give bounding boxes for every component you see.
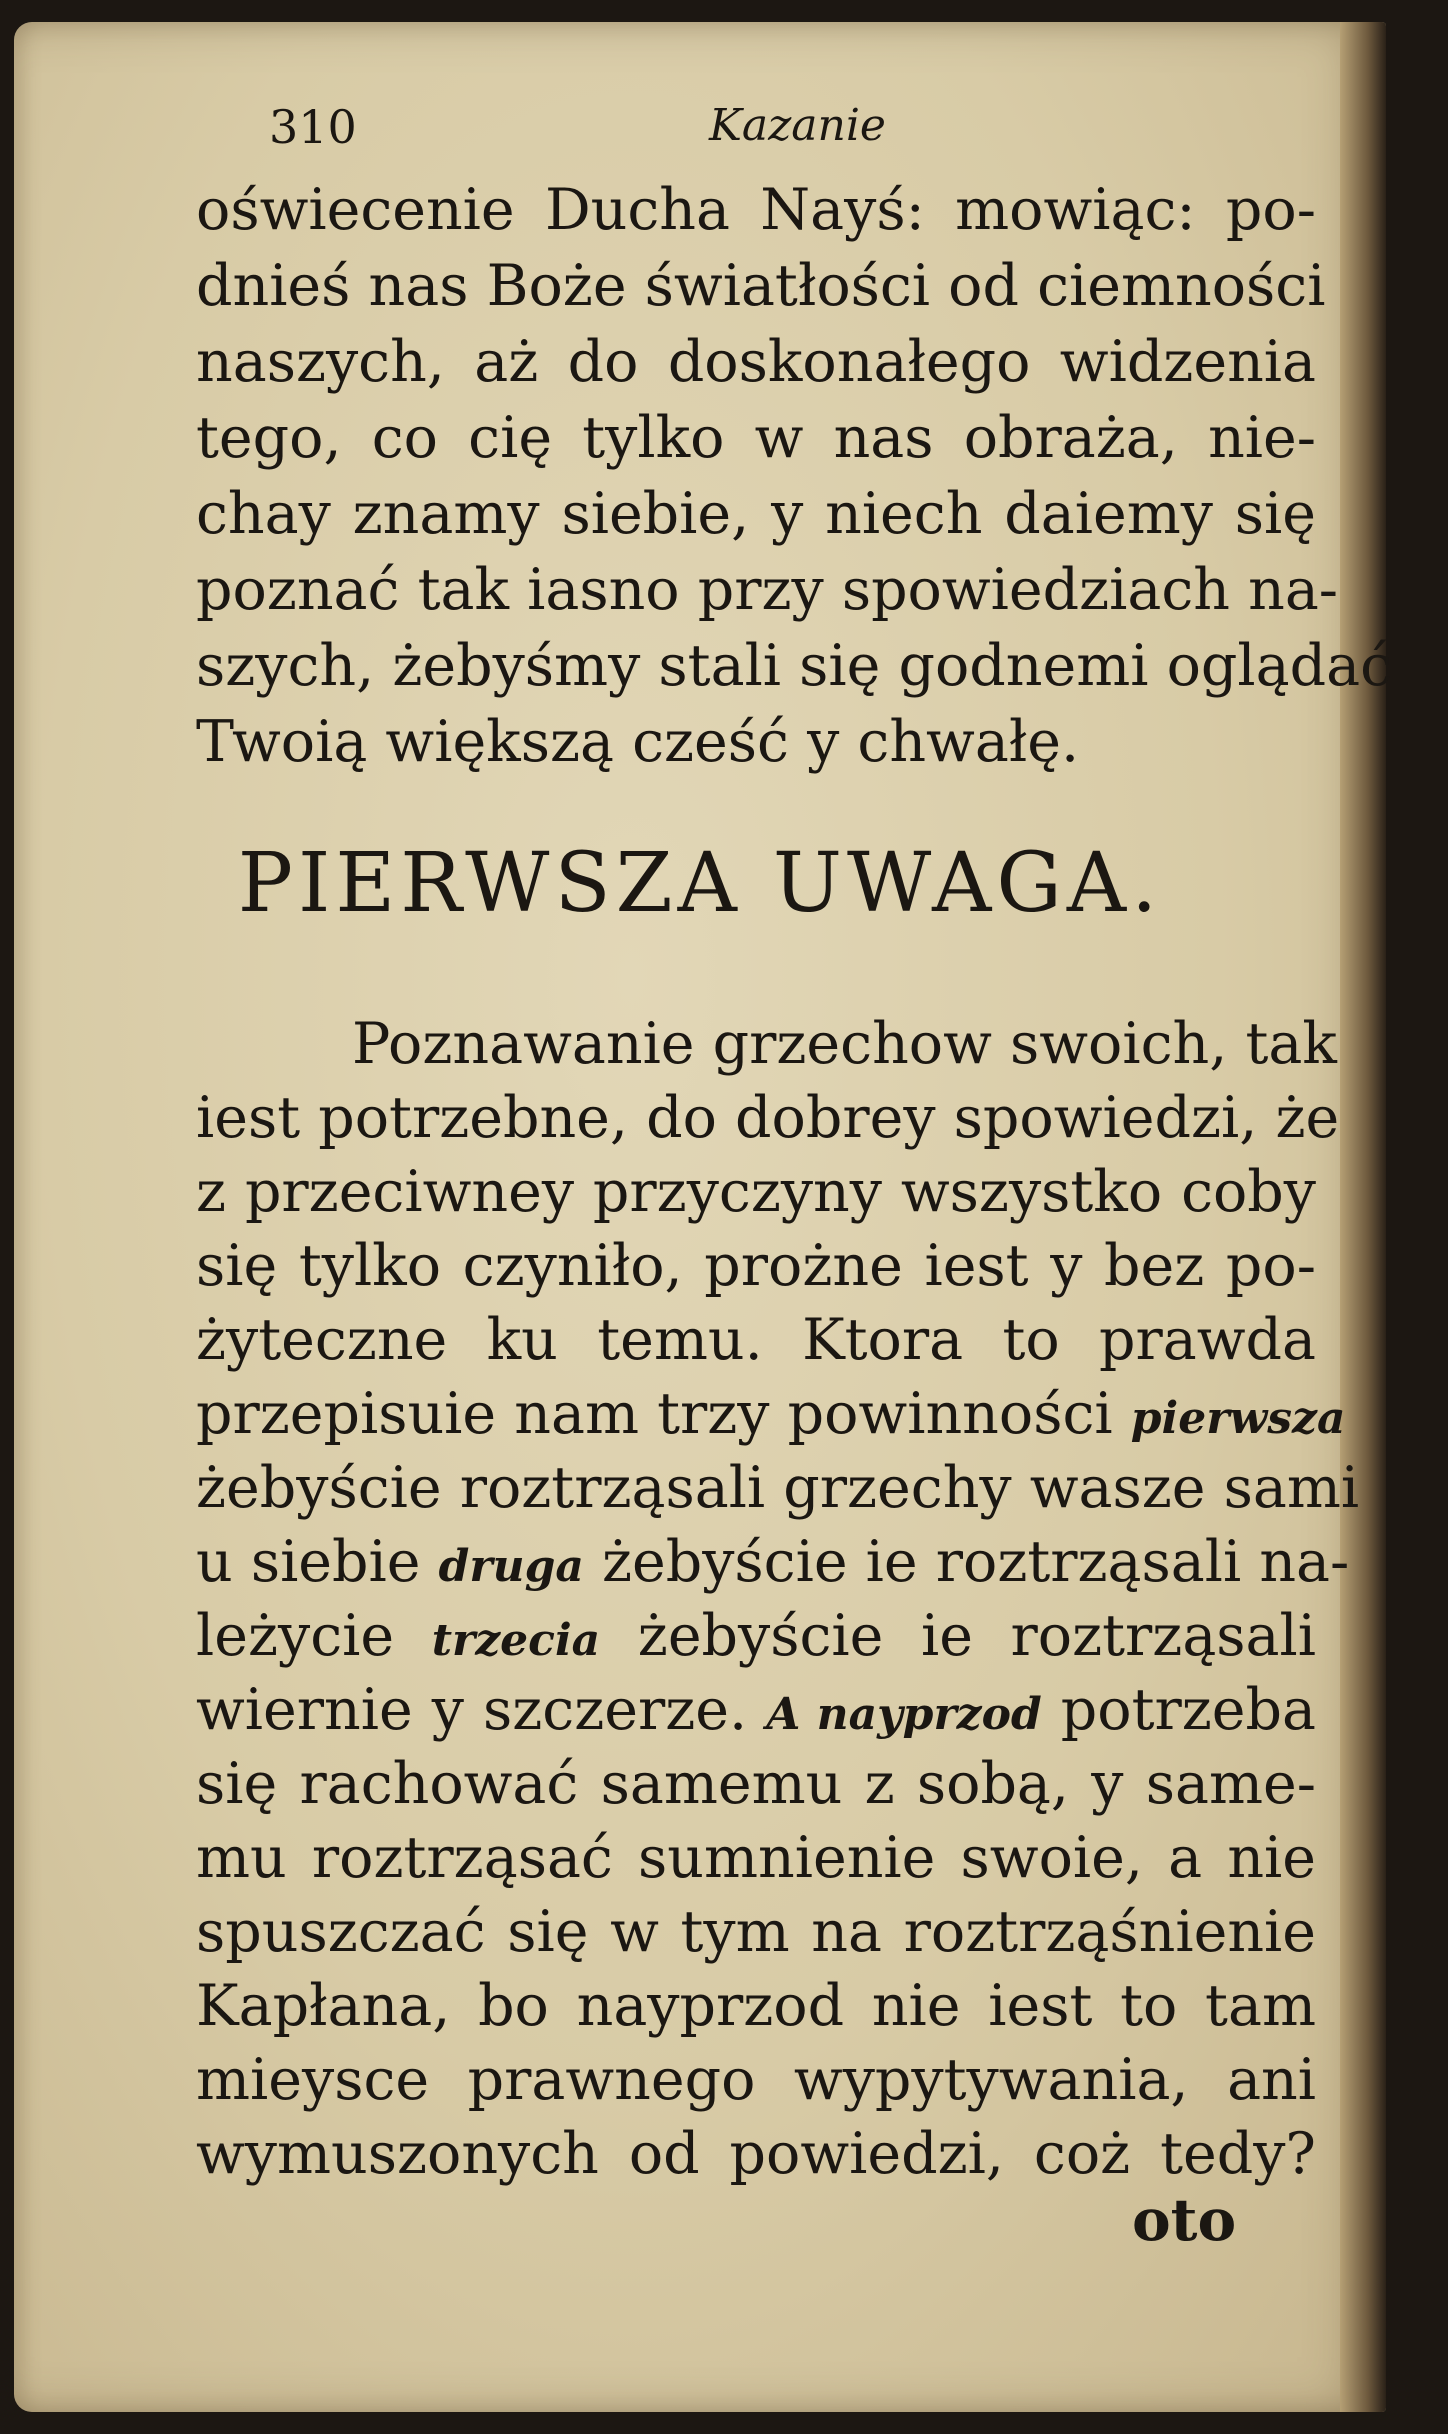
text-line: tego, co cię tylko w nas obraża, nie- — [196, 405, 1316, 471]
text-line: poznać tak iasno przy spowiedziach na- — [196, 557, 1339, 623]
italic-term: pierwsza — [1130, 1393, 1346, 1444]
text-line: oświecenie Ducha Nayś: mowiąc: po- — [196, 177, 1316, 243]
text-line: z przeciwney przyczyny wszystko coby — [196, 1159, 1316, 1225]
text-line: Twoią większą cześć y chwałę. — [196, 709, 1080, 775]
text-line: mieysce prawnego wypytywania, ani — [196, 2047, 1316, 2113]
text-line: Kapłana, bo nayprzod nie iest to tam — [196, 1973, 1316, 2039]
text-line — [196, 1672, 1316, 1753]
text-line: żebyście roztrząsali grzechy wasze sami — [196, 1455, 1360, 1521]
running-title: Kazanie — [709, 100, 886, 151]
text-line: spuszczać się w tym na roztrząśnienie — [196, 1899, 1316, 1965]
text-line: naszych, aż do doskonałego widzenia — [196, 329, 1316, 395]
text-line: się rachować samemu z sobą, y same- — [196, 1751, 1316, 1817]
text-line: iest potrzebne, do dobrey spowiedzi, że — [196, 1085, 1340, 1151]
section-heading: PIERWSZA UWAGA. — [237, 836, 1163, 931]
italic-term: A nayprzod — [766, 1689, 1042, 1740]
text-line: chay znamy siebie, y niech daiemy się — [196, 481, 1316, 547]
text-segment: potrzeba — [1041, 1677, 1317, 1743]
text-line — [196, 1524, 1350, 1605]
page-text — [14, 22, 1393, 2412]
text-line: Poznawanie grzechow swoich, tak — [352, 1011, 1337, 1077]
text-line: żyteczne ku temu. Ktora to prawda — [196, 1307, 1316, 1373]
text-line — [196, 1598, 1316, 1679]
book-page — [14, 22, 1393, 2412]
text-segment: leżycie — [196, 1603, 432, 1669]
text-segment: wiernie y szczerze. — [196, 1677, 767, 1743]
text-line: wymuszonych od powiedzi, coż tedy? — [196, 2121, 1316, 2187]
page-header — [14, 100, 1386, 170]
catchword: oto — [1132, 2186, 1237, 2254]
text-segment: u siebie — [196, 1529, 439, 1595]
text-line: szych, żebyśmy stali się godnemi oglądać — [196, 633, 1393, 699]
text-segment: żebyście ie roztrząsali — [600, 1603, 1316, 1669]
italic-term: druga — [438, 1541, 584, 1592]
text-segment: przepisuie nam trzy powinności — [196, 1381, 1131, 1447]
text-line: mu roztrząsać sumnienie swoie, a nie — [196, 1825, 1316, 1891]
text-line: dnieś nas Boże światłości od ciemności — [196, 253, 1326, 319]
italic-term: trzecia — [431, 1615, 601, 1666]
page-number: 310 — [269, 100, 357, 154]
text-segment: żebyście ie roztrząsali na- — [583, 1529, 1350, 1595]
text-line: się tylko czyniło, prożne iest y bez po- — [196, 1233, 1316, 1299]
text-line — [196, 1376, 1346, 1457]
